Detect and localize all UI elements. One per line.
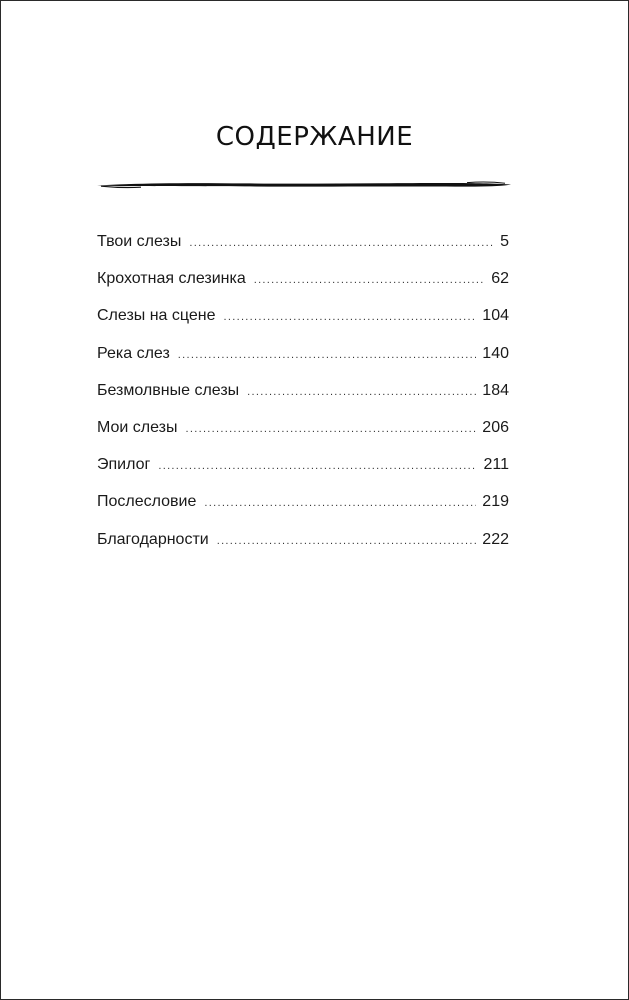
toc-entry[interactable] <box>97 230 509 267</box>
toc-leader-dots <box>189 231 494 255</box>
toc-entry-label: Река слез <box>97 344 170 362</box>
toc-entry-label: Благодарности <box>97 530 209 548</box>
toc-leader-dots <box>204 491 476 515</box>
toc-entry-label: Мои слезы <box>97 418 178 436</box>
toc-entry-page: 184 <box>482 381 509 399</box>
decorative-brush-rule <box>95 178 513 192</box>
page-title: СОДЕРЖАНИЕ <box>215 122 414 152</box>
toc-leader-dots <box>158 454 477 478</box>
toc-entry[interactable] <box>97 304 509 341</box>
toc-entry[interactable] <box>97 490 509 527</box>
toc-entry[interactable] <box>97 267 509 304</box>
toc-entry[interactable] <box>97 342 509 379</box>
toc-leader-dots <box>254 268 485 292</box>
toc-entry-page: 211 <box>483 456 509 474</box>
toc-entry-page: 219 <box>482 493 509 511</box>
toc-entry-page: 222 <box>482 530 509 548</box>
toc-entry-label: Слезы на сцене <box>97 307 216 325</box>
toc-leader-dots <box>224 305 477 329</box>
toc-leader-dots <box>247 380 476 404</box>
toc-entry-label: Послесловие <box>97 493 197 511</box>
toc-entry-label: Крохотная слезинка <box>97 270 246 288</box>
toc-entry-page: 104 <box>482 307 509 325</box>
toc-entry[interactable] <box>97 528 509 565</box>
table-of-contents <box>97 230 509 565</box>
toc-entry[interactable] <box>97 416 509 453</box>
toc-entry-label: Безмолвные слезы <box>97 381 240 399</box>
toc-entry[interactable] <box>97 453 509 490</box>
toc-entry[interactable] <box>97 379 509 416</box>
toc-entry-page: 206 <box>482 418 509 436</box>
toc-entry-page: 140 <box>482 344 509 362</box>
toc-leader-dots <box>217 529 477 553</box>
toc-entry-page: 5 <box>500 233 509 250</box>
toc-entry-page: 62 <box>491 270 509 288</box>
toc-entry-label: Твои слезы <box>97 233 182 250</box>
toc-leader-dots <box>186 417 477 441</box>
toc-entry-label: Эпилог <box>97 456 151 474</box>
toc-leader-dots <box>178 343 477 367</box>
